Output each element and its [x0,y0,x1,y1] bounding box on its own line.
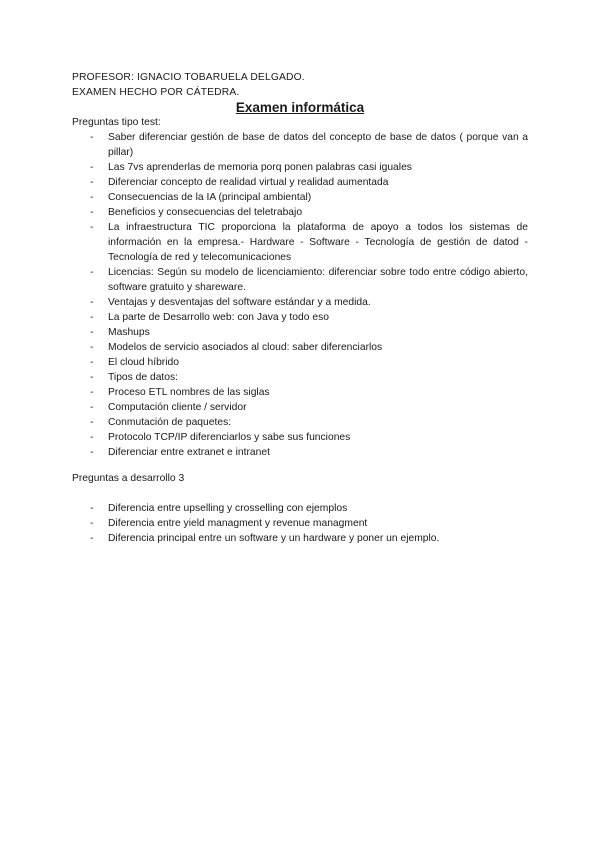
list-item [72,160,528,175]
list-item-text: Las 7vs aprenderlas de memoria porq ponen palabras casi iguales [108,162,412,173]
list-item [72,265,528,295]
dash-marker: - [90,447,94,458]
list-item-text: Diferenciar concepto de realidad virtual y realidad aumentada [108,177,389,188]
list-item [72,516,528,531]
list-item-text: Diferenciar entre extranet e intranet [108,447,270,458]
list-item-text: El cloud híbrido [108,357,179,368]
list-item [72,415,528,430]
list-item [72,355,528,370]
list-item [72,430,528,445]
list-item [72,175,528,190]
list-item [72,370,528,385]
list-item [72,220,528,265]
list-item-text: Computación cliente / servidor [108,402,247,413]
dash-marker: - [90,357,94,368]
list-item [72,385,528,400]
document-content [72,70,528,546]
dash-marker: - [90,372,94,383]
list-item [72,340,528,355]
list-item [72,501,528,516]
list-item [72,190,528,205]
dash-marker: - [90,533,94,544]
list-item [72,205,528,220]
list-item-text: Conmutación de paquetes: [108,417,232,428]
list-item-text: La parte de Desarrollo web: con Java y todo eso [108,312,329,323]
dash-marker: - [90,432,94,443]
dash-marker: - [90,312,94,323]
professor-line: PROFESOR: IGNACIO TOBARUELA DELGADO. [72,72,305,83]
test-questions-list [72,130,528,460]
list-item-text: Beneficios y consecuencias del teletrabajo [108,207,303,218]
list-item-text: Modelos de servicio asociados al cloud: saber diferenciarlos [108,342,383,353]
list-item-text: Diferencia entre yield managment y revenue managment [108,518,368,529]
dash-marker: - [90,267,94,278]
dash-marker: - [90,222,94,233]
list-item-text: Diferencia entre upselling y crosselling con ejemplos [108,503,348,514]
list-item-text: Diferencia principal entre un software y un hardware y poner un ejemplo. [108,533,440,544]
list-item-text: Mashups [108,327,150,338]
dash-marker: - [90,177,94,188]
dash-marker: - [90,132,94,143]
dash-marker: - [90,342,94,353]
list-item-text: Saber diferenciar gestión de base de datos del concepto de base de datos ( porque van a pillar) [108,132,528,158]
list-item [72,531,528,546]
list-item-text: Licencias: Según su modelo de licenciamiento: diferenciar sobre todo entre código abierto, software gratuito y shareware. [108,267,528,293]
dash-marker: - [90,327,94,338]
dash-marker: - [90,503,94,514]
development-section-label: Preguntas a desarrollo 3 [72,473,185,484]
list-item-text: Proceso ETL nombres de las siglas [108,387,270,398]
list-item-text: La infraestructura TIC proporciona la plataforma de apoyo a todos los sistemas de información en la empresa.- Hardware - Software - Tecnología de gestión de datod - Tecnología de red y telecomunicaciones [108,222,528,263]
test-section-label: Preguntas tipo test: [72,117,161,128]
dash-marker: - [90,162,94,173]
dash-marker: - [90,417,94,428]
dash-marker: - [90,402,94,413]
dash-marker: - [90,387,94,398]
exam-type-line: EXAMEN HECHO POR CÁTEDRA. [72,87,240,98]
list-item-text: Ventajas y desventajas del software estándar y a medida. [108,297,371,308]
list-item [72,325,528,340]
list-item [72,310,528,325]
list-item [72,445,528,460]
list-item [72,130,528,160]
development-questions-list [72,501,528,546]
dash-marker: - [90,518,94,529]
list-item-text: Protocolo TCP/IP diferenciarlos y sabe sus funciones [108,432,351,443]
dash-marker: - [90,207,94,218]
dash-marker: - [90,297,94,308]
list-item [72,400,528,415]
page-title: Examen informática [235,100,365,115]
list-item-text: Tipos de datos: [108,372,179,383]
list-item [72,295,528,310]
list-item-text: Consecuencias de la IA (principal ambiental) [108,192,312,203]
dash-marker: - [90,192,94,203]
